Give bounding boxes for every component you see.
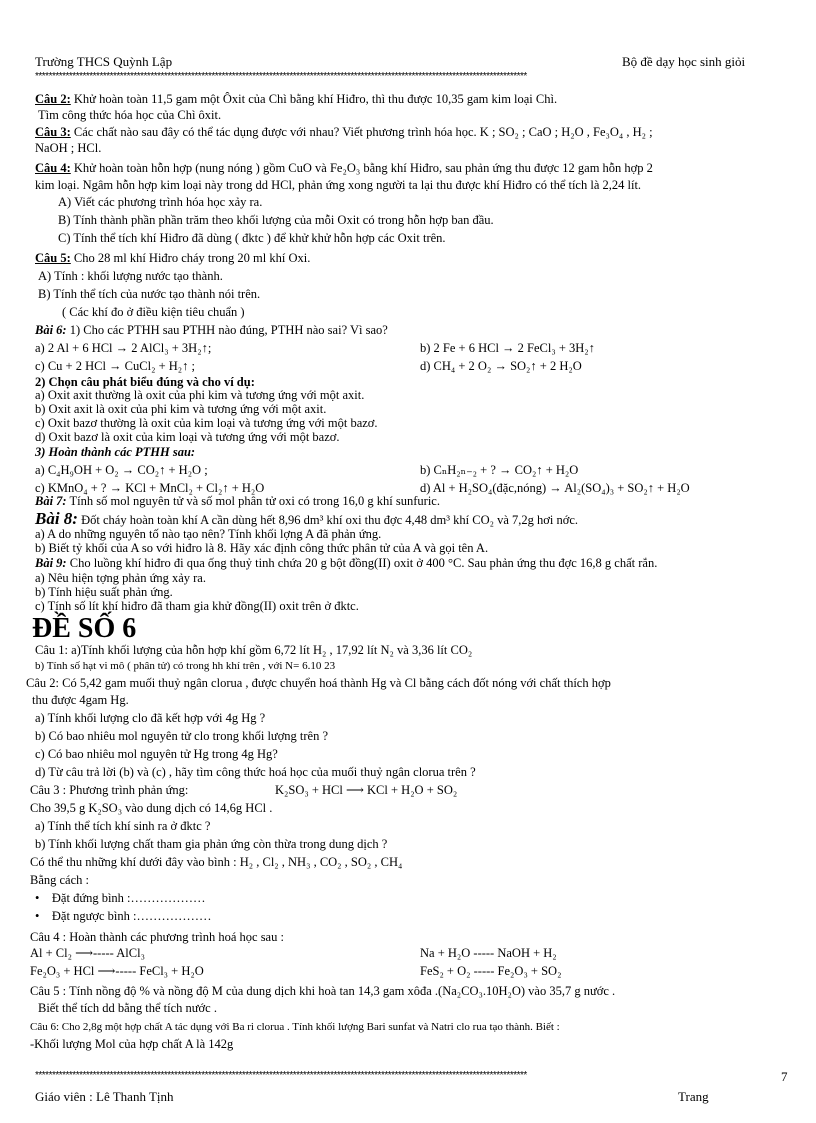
set6-question-3-equation: K₂SO₃ + HCl ⟶ KCl + H₂O + SO₂ <box>275 783 458 797</box>
question-2 <box>35 92 557 106</box>
set6-question-2-line2: thu được 4gam Hg. <box>32 693 129 707</box>
set6-question-1b: b) Tính số hạt vi mô ( phân tử) có trong hh khí trên , với N= 6.10 23 <box>35 660 336 672</box>
exercise-9 <box>35 556 657 570</box>
exercise-9-part-b: b) Tính hiệu suất phản ứng. <box>35 585 173 599</box>
question-5-text: Cho 28 ml khí Hiđro cháy trong 20 ml khí Oxi. <box>70 251 311 265</box>
exercise-8 <box>35 509 579 528</box>
exercise-7 <box>35 494 440 508</box>
equation-6-1d: d) CH₄ + 2 O₂ → SO₂↑ + 2 H₂O <box>420 359 582 373</box>
exercise-8-label: Bài 8: <box>35 509 78 528</box>
equation-6-1b: b) 2 Fe + 6 HCl → 2 FeCl₃ + 3H₂↑ <box>420 341 595 355</box>
question-4-part-c: C) Tính thể tích khí Hiđro đã dùng ( đktc ) để khử khử hỗn hợp các Oxit trên. <box>58 231 446 245</box>
equation-6-3a: a) C₄H₉OH + O₂ → CO₂↑ + H₂O ; <box>35 463 208 477</box>
question-2-line2: Tìm công thức hóa học của Chì ôxit. <box>38 108 222 122</box>
set6-question-6: Câu 6: Cho 2,8g một hợp chất A tác dụng với Ba ri clorua . Tính khối lượng Bari sunfat và Natri clo rua tạo thành. Biết : <box>30 1021 560 1033</box>
exam-set-heading: ĐỀ SỐ 6 <box>32 613 137 644</box>
exercise-9-label: Bài 9: <box>35 556 67 570</box>
set6-question-5: Câu 5 : Tính nồng độ % và nồng độ M của dung dịch khi hoà tan 14,3 gam xôđa .(Na₂CO₃.10H₂O) vào 35,7 g nước . <box>30 984 616 998</box>
equation-6-1c: c) Cu + 2 HCl → CuCl₂ + H₂↑ ; <box>35 359 195 373</box>
question-4 <box>35 161 653 175</box>
equation-6-3b: b) CₙH₂ₙ₋₂ + ? → CO₂↑ + H₂O <box>420 463 579 477</box>
set6-question-1: Câu 1: a)Tính khối lượng của hỗn hợp khí gồm 6,72 lít H₂ , 17,92 lít N₂ và 3,36 lít CO₂ <box>35 643 473 657</box>
question-5-label: Câu 5: <box>35 251 71 265</box>
exercise-9-part-a: a) Nêu hiện tợng phản ứng xảy ra. <box>35 571 206 585</box>
set6-method-bullet-1 <box>35 891 206 905</box>
exercise-6 <box>35 323 388 337</box>
question-3-label: Câu 3: <box>35 125 71 139</box>
question-5-part-b: B) Tính thể tích của nước tạo thành nói trên. <box>38 287 261 301</box>
exercise-6-text: 1) Cho các PTHH sau PTHH nào đúng, PTHH nào sai? Vì sao? <box>66 323 388 337</box>
set6-method-bullet-2 <box>35 909 211 923</box>
equation-6-3d: d) Al + H₂SO₄(đặc,nóng) → Al₂(SO₄)₃ + SO₂↑ + H₂O <box>420 481 690 495</box>
method-inverted: Đặt ngược bình :……………… <box>51 909 212 923</box>
page-label: Trang <box>678 1089 709 1104</box>
question-3-text: Các chất nào sau đây có thể tác dụng được với nhau? Viết phương trình hóa học. K ; SO₂ ; CaO ; H₂O , Fe₃O₄ , H₂ ; <box>70 125 653 139</box>
equation-6-3c: c) KMnO₄ + ? → KCl + MnCl₂ + Cl₂↑ + H₂O <box>35 481 265 495</box>
exercise-6-part-2: 2) Chọn câu phát biểu đúng và cho ví dụ: <box>35 375 255 389</box>
header-divider: ************************************************************************************************************************************************* <box>35 71 527 82</box>
question-5-note: ( Các khí đo ở điều kiện tiêu chuẩn ) <box>62 305 245 319</box>
question-3 <box>35 125 653 139</box>
question-4-part-b: B) Tính thành phần phần trăm theo khối lượng của mỗi Oxit có trong hỗn hợp ban đầu. <box>58 213 494 227</box>
question-4-text: Khử hoàn toàn hỗn hợp (nung nóng ) gồm CuO và Fe₂O₃ bằng khí Hiđro, sau phản ứng thu được 12 gam hỗn hợp 2 <box>70 161 653 175</box>
exercise-7-label: Bài 7: <box>35 494 67 508</box>
set6-equation-4-2: Na + H₂O ----- NaOH + H₂ <box>420 946 557 960</box>
teacher-name: Giáo viên : Lê Thanh Tịnh <box>35 1089 174 1104</box>
set6-question-2-a: a) Tính khối lượng clo đã kết hợp với 4g Hg ? <box>35 711 266 725</box>
set6-question-3-line2: Cho 39,5 g K₂SO₃ vào dung dịch có 14,6g HCl . <box>30 801 273 815</box>
exercise-8-part-a: a) A do những nguyên tố nào tạo nên? Tính khối lợng A đã phản ứng. <box>35 527 382 541</box>
question-5-part-a: A) Tính : khối lượng nước tạo thành. <box>38 269 223 283</box>
question-2-label: Câu 2: <box>35 92 71 106</box>
equation-6-1a: a) 2 Al + 6 HCl → 2 AlCl₃ + 3H₂↑; <box>35 341 212 355</box>
statement-b: b) Oxit axit là oxit của phi kim và tương ứng với một axit. <box>35 402 327 416</box>
exercise-7-text: Tính số mol nguyên tử và số mol phân tử oxi có trong 16,0 g khí sunfuric. <box>66 494 440 508</box>
question-2-text: Khử hoàn toàn 11,5 gam một Ôxit của Chì bằng khí Hiđro, thì thu được 10,35 gam kim loại Chì. <box>70 92 558 106</box>
question-3-line2: NaOH ; HCl. <box>35 141 102 155</box>
set6-equation-4-1: Al + Cl₂ ⟶----- AlCl₃ <box>30 946 145 960</box>
question-5 <box>35 251 310 265</box>
method-upright: Đặt đứng bình :……………… <box>51 891 206 905</box>
set6-question-2-c: c) Có bao nhiêu mol nguyên tử Hg trong 4g Hg? <box>35 747 278 761</box>
set6-question-6-line2: -Khối lượng Mol của hợp chất A là 142g <box>30 1037 234 1051</box>
statement-c: c) Oxit bazơ thường là oxit của kim loại và tương ứng với một bazơ. <box>35 416 378 430</box>
statement-d: d) Oxit bazơ là oxit của kim loại và tương ứng với một bazơ. <box>35 430 340 444</box>
set6-question-2-b: b) Có bao nhiêu mol nguyên tử clo trong khối lượng trên ? <box>35 729 329 743</box>
exercise-8-part-b: b) Biết tỷ khối của A so với hiđro là 8. Hãy xác định công thức phân tử của A và gọi tên A. <box>35 541 489 555</box>
bullet-icon: • <box>35 909 40 923</box>
exercise-6-label: Bài 6: <box>35 323 67 337</box>
footer-divider: ************************************************************************************************************************************************* <box>35 1070 527 1081</box>
school-name: Trường THCS Quỳnh Lập <box>35 54 173 69</box>
statement-a: a) Oxit axit thường là oxit của phi kim và tương ứng với một axit. <box>35 388 365 402</box>
set6-question-3-b: b) Tính khối lượng chất tham gia phản ứng còn thừa trong dung dịch ? <box>35 837 388 851</box>
exercise-9-text: Cho luồng khí hiđro đi qua ống thuỷ tinh chứa 20 g bột đồng(II) oxit ở 400 °C. Sau phản ứng thu đợc 16,8 g chất rắn. <box>66 556 658 570</box>
question-4-part-a: A) Viết các phương trình hóa học xảy ra. <box>58 195 263 209</box>
question-4-label: Câu 4: <box>35 161 71 175</box>
set6-question-5-line2: Biết thể tích dd bằng thể tích nước . <box>38 1001 217 1015</box>
exercise-9-part-c: c) Tính số lít khí hiđro đã tham gia khử đồng(II) oxit trên ở đktc. <box>35 599 359 613</box>
question-4-line2: kim loại. Ngâm hỗn hợp kim loại này trong dd HCl, phản ứng xong người ta lại thu được khí Hiđro có thể tích là 2,24 lít. <box>35 178 642 192</box>
set6-question-2: Câu 2: Có 5,42 gam muối thuỷ ngân clorua , được chuyển hoá thành Hg và Cl bằng cách đốt nóng với chất thích hợp <box>26 676 611 690</box>
set6-method-label: Bằng cách : <box>30 873 90 887</box>
set6-equation-4-4: FeS₂ + O₂ ----- Fe₂O₃ + SO₂ <box>420 964 562 978</box>
page-number: 7 <box>781 1069 788 1084</box>
set6-equation-4-3: Fe₂O₃ + HCl ⟶----- FeCl₃ + H₂O <box>30 964 204 978</box>
set6-question-3: Câu 3 : Phương trình phản ứng: <box>30 783 189 797</box>
set6-question-4: Câu 4 : Hoàn thành các phương trình hoá học sau : <box>30 930 284 944</box>
bullet-icon: • <box>35 891 40 905</box>
set6-question-2-d: d) Từ câu trả lời (b) và (c) , hãy tìm công thức hoá học của muối thuỷ ngân clorua trên ? <box>35 765 476 779</box>
exercise-8-text: Đốt cháy hoàn toàn khí A cần dùng hết 8,96 dm³ khí oxi thu đợc 4,48 dm³ khí CO₂ và 7,2g hơi nớc. <box>77 513 579 527</box>
exercise-6-part-3: 3) Hoàn thành các PTHH sau: <box>35 445 196 459</box>
set6-question-3-a: a) Tính thể tích khí sinh ra ở đktc ? <box>35 819 211 833</box>
document-series-title: Bộ đề dạy học sinh giỏi <box>622 54 746 69</box>
set6-gases-line: Có thể thu những khí dưới đây vào bình : H₂ , Cl₂ , NH₃ , CO₂ , SO₂ , CH₄ <box>30 855 403 869</box>
